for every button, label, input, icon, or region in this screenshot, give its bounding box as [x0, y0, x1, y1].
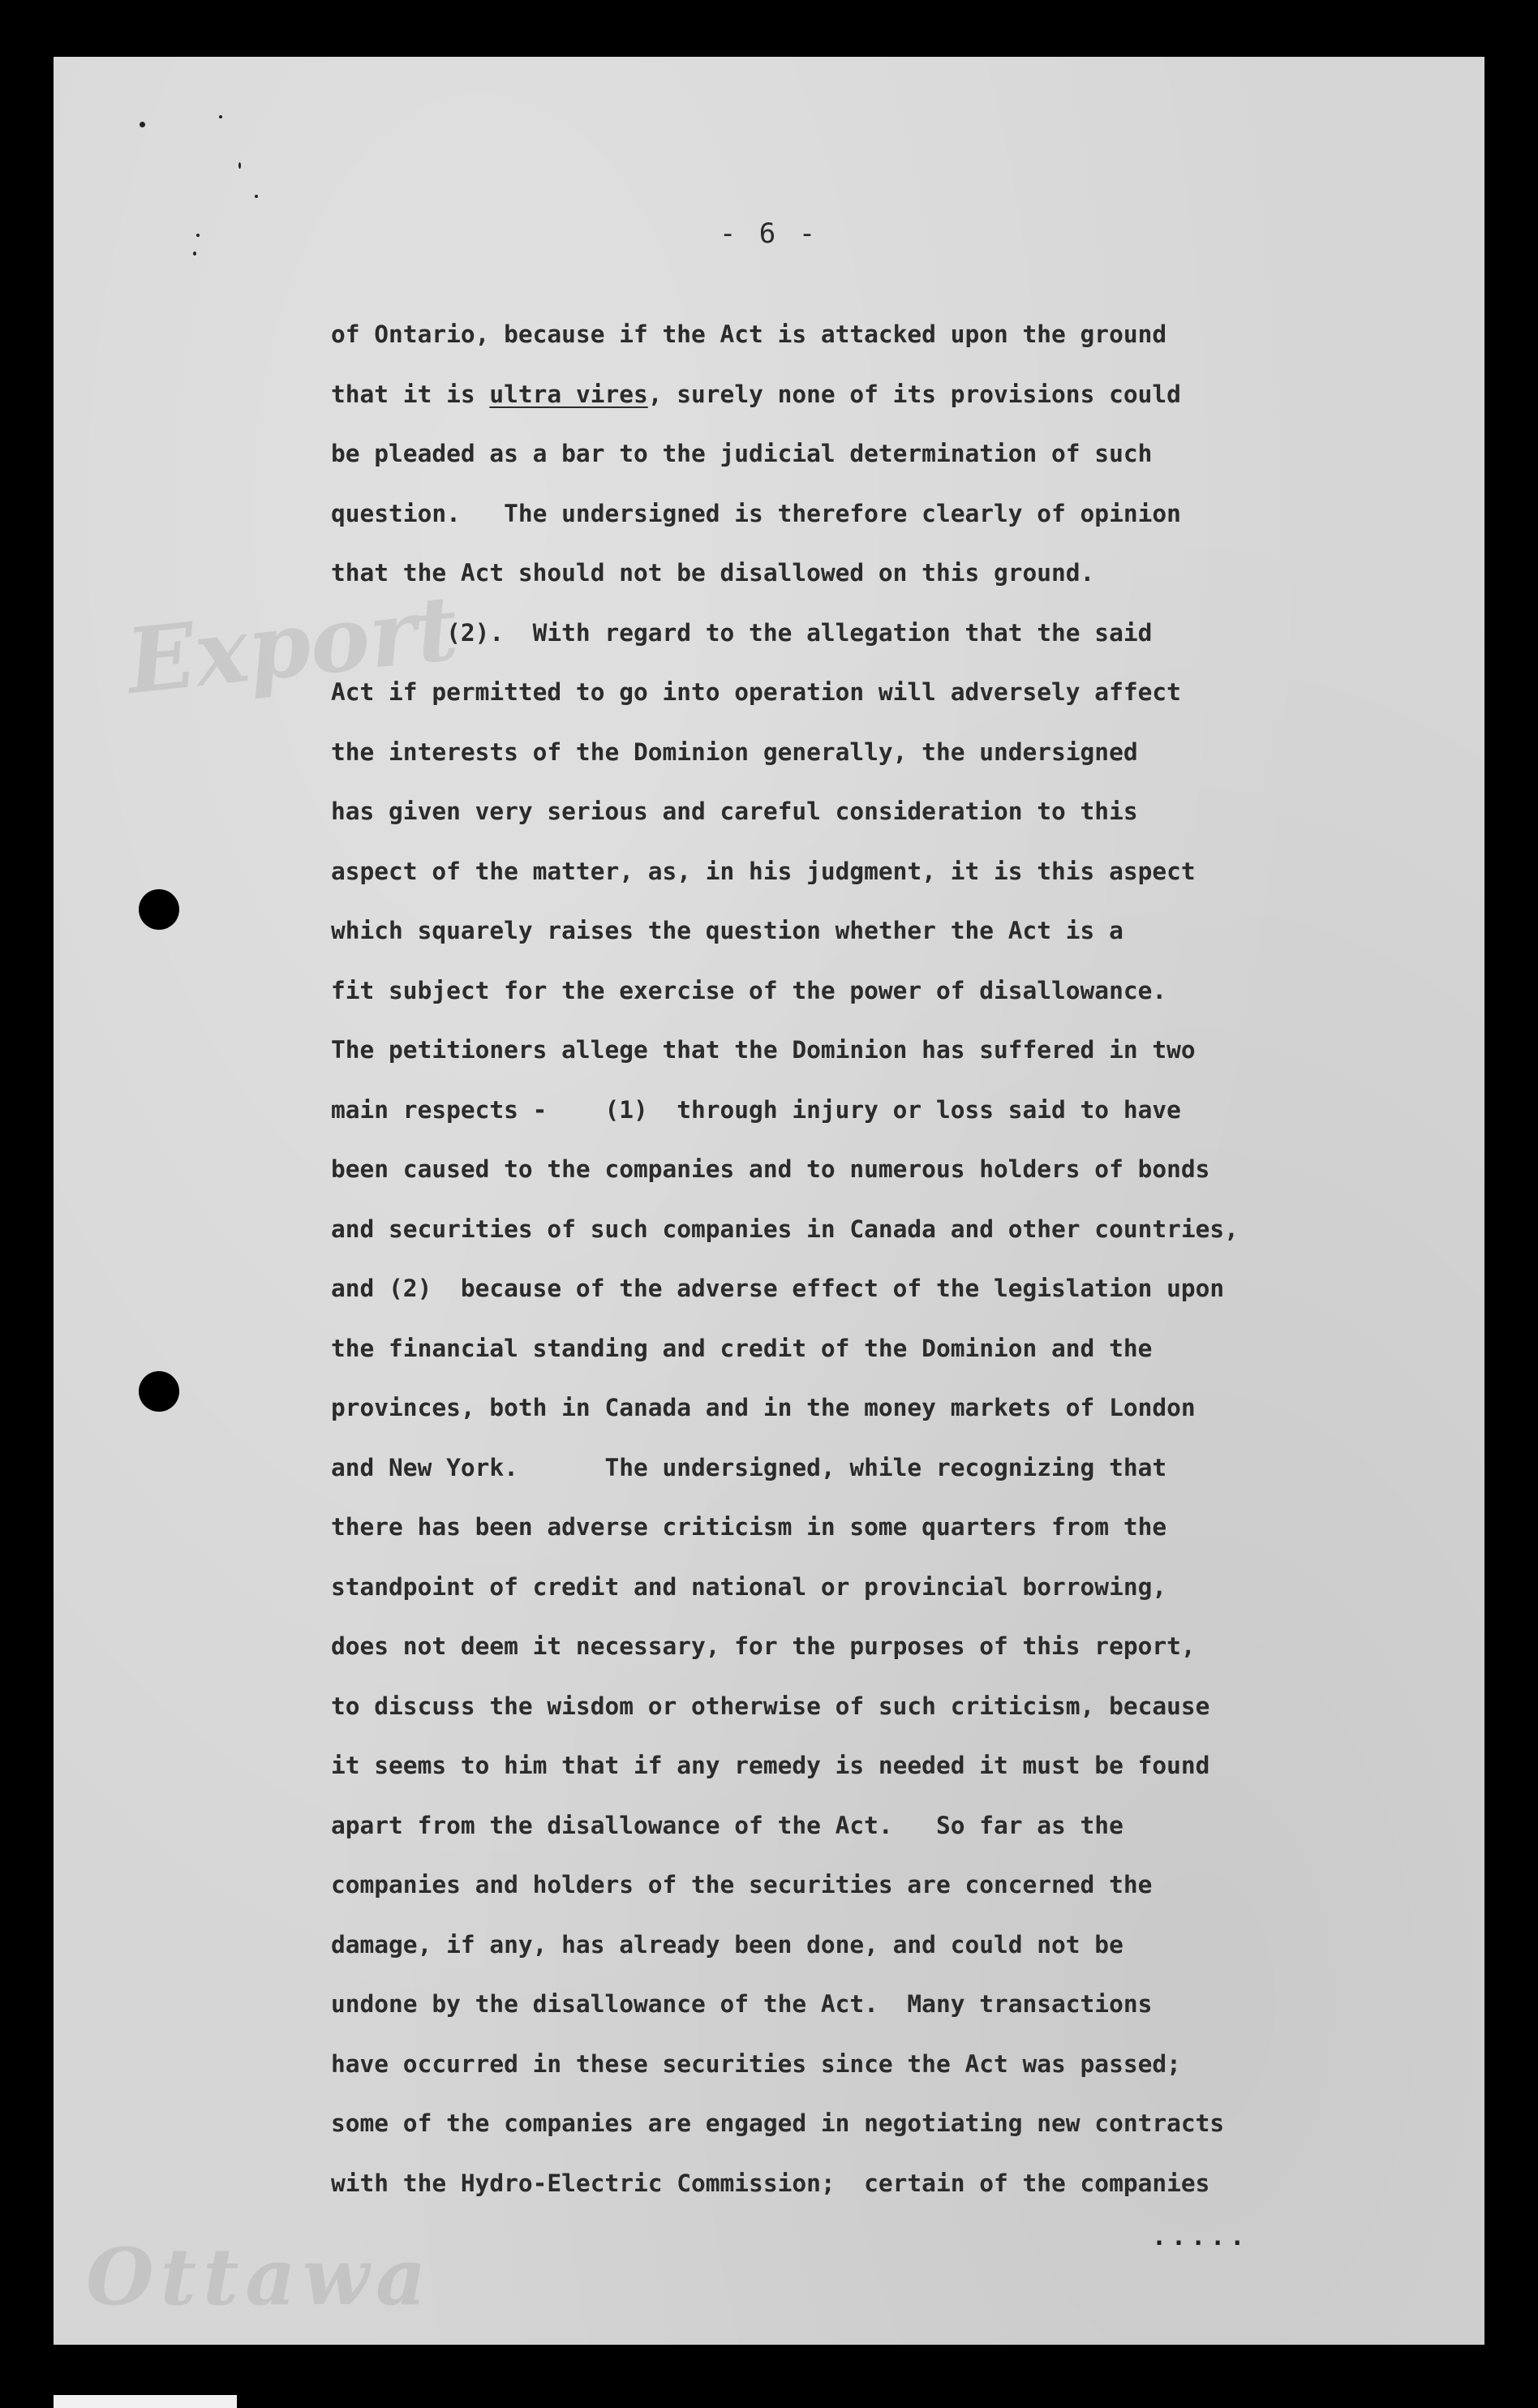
text-line	[331, 484, 1450, 544]
text-segment: apart from the disallowance of the Act. So far as the	[331, 1811, 1123, 1839]
text-segment: of Ontario, because if the Act is attacked upon the ground	[331, 320, 1167, 348]
text-line	[331, 1259, 1450, 1319]
text-line	[331, 1140, 1450, 1200]
text-segment: question. The undersigned is therefore clearly of opinion	[331, 499, 1181, 527]
text-segment: aspect of the matter, as, in his judgment, it is this aspect	[331, 857, 1196, 885]
dust-speck	[140, 122, 145, 127]
text-segment: undone by the disallowance of the Act. Many transactions	[331, 1990, 1153, 2018]
text-line	[331, 1200, 1450, 1260]
text-line	[331, 901, 1450, 961]
body-text	[331, 305, 1450, 2213]
text-line	[331, 1438, 1450, 1499]
text-segment: standpoint of credit and national or provincial borrowing,	[331, 1572, 1167, 1601]
text-segment: some of the companies are engaged in negotiating new contracts	[331, 2109, 1225, 2137]
text-line	[331, 1975, 1450, 2035]
text-segment: companies and holders of the securities are concerned the	[331, 1871, 1153, 1898]
text-segment: the interests of the Dominion generally, the undersigned	[331, 737, 1138, 766]
text-segment: main respects - (1) through injury or loss said to have	[331, 1095, 1181, 1124]
text-line	[331, 1378, 1450, 1438]
text-line	[331, 2094, 1450, 2154]
text-segment: does not deem it necessary, for the purposes of this report,	[331, 1632, 1196, 1660]
text-segment: have occurred in these securities since the Act was passed;	[331, 2049, 1181, 2078]
text-segment: that it is	[331, 380, 490, 408]
text-line	[331, 782, 1450, 842]
text-line	[331, 1916, 1450, 1976]
page-number: - 6 -	[719, 217, 819, 250]
text-segment: the financial standing and credit of the Dominion and the	[331, 1334, 1153, 1362]
text-line	[331, 723, 1450, 783]
text-line	[331, 2154, 1450, 2214]
text-segment: been caused to the companies and to numerous holders of bonds	[331, 1155, 1210, 1183]
dust-speck	[238, 162, 241, 169]
text-line	[331, 1081, 1450, 1141]
text-line	[331, 1736, 1450, 1796]
text-line	[331, 365, 1450, 425]
dust-speck	[193, 252, 196, 256]
text-segment: (2). With regard to the allegation that the said	[331, 618, 1153, 647]
text-segment: with the Hydro-Electric Commission; certain of the companies	[331, 2169, 1210, 2197]
text-segment: be pleaded as a bar to the judicial determination of such	[331, 440, 1153, 467]
text-segment: damage, if any, has already been done, and could not be	[331, 1930, 1123, 1959]
text-segment: fit subject for the exercise of the power of disallowance.	[331, 976, 1167, 1004]
text-segment: which squarely raises the question whether the Act is a	[331, 917, 1123, 944]
text-segment: provinces, both in Canada and in the money markets of London	[331, 1394, 1196, 1421]
dust-speck	[219, 115, 222, 118]
text-line	[331, 305, 1450, 365]
text-line	[331, 663, 1450, 723]
text-line	[331, 1021, 1450, 1081]
text-line	[331, 544, 1450, 604]
text-segment: The petitioners allege that the Dominion has suffered in two	[331, 1036, 1196, 1064]
text-line	[331, 1319, 1450, 1379]
text-line	[331, 424, 1450, 484]
text-line	[331, 1796, 1450, 1856]
continuation-marker: .....	[1152, 2223, 1250, 2251]
text-line	[331, 1677, 1450, 1737]
text-segment: and New York. The undersigned, while recognizing that	[331, 1453, 1167, 1481]
text-line	[331, 1498, 1450, 1558]
text-line	[331, 842, 1450, 902]
text-segment: that the Act should not be disallowed on this ground.	[331, 559, 1095, 587]
text-segment: it seems to him that if any remedy is needed it must be found	[331, 1752, 1210, 1779]
text-line	[331, 1855, 1450, 1916]
text-line	[331, 961, 1450, 1021]
text-segment: to discuss the wisdom or otherwise of such criticism, because	[331, 1692, 1210, 1720]
text-line	[331, 1558, 1450, 1618]
text-segment: and (2) because of the adverse effect of the legislation upon	[331, 1275, 1225, 1302]
text-segment: , surely none of its provisions could	[647, 380, 1181, 408]
text-line	[331, 1617, 1450, 1677]
punch-hole	[139, 889, 179, 930]
bleed-through-mark: Export	[122, 575, 463, 714]
dust-speck	[255, 195, 258, 198]
text-segment: Act if permitted to go into operation will adversely affect	[331, 678, 1181, 706]
text-line	[331, 2035, 1450, 2095]
text-segment: and securities of such companies in Canada and other countries,	[331, 1215, 1239, 1243]
text-segment: there has been adverse criticism in some quarters from the	[331, 1513, 1167, 1541]
bleed-through-mark: Ottawa	[86, 2231, 433, 2323]
punch-hole	[139, 1371, 179, 1412]
scan-edge-strip	[54, 2395, 237, 2408]
text-line	[331, 604, 1450, 664]
text-segment: has given very serious and careful consideration to this	[331, 798, 1138, 825]
underlined-phrase: ultra vires	[489, 380, 648, 408]
